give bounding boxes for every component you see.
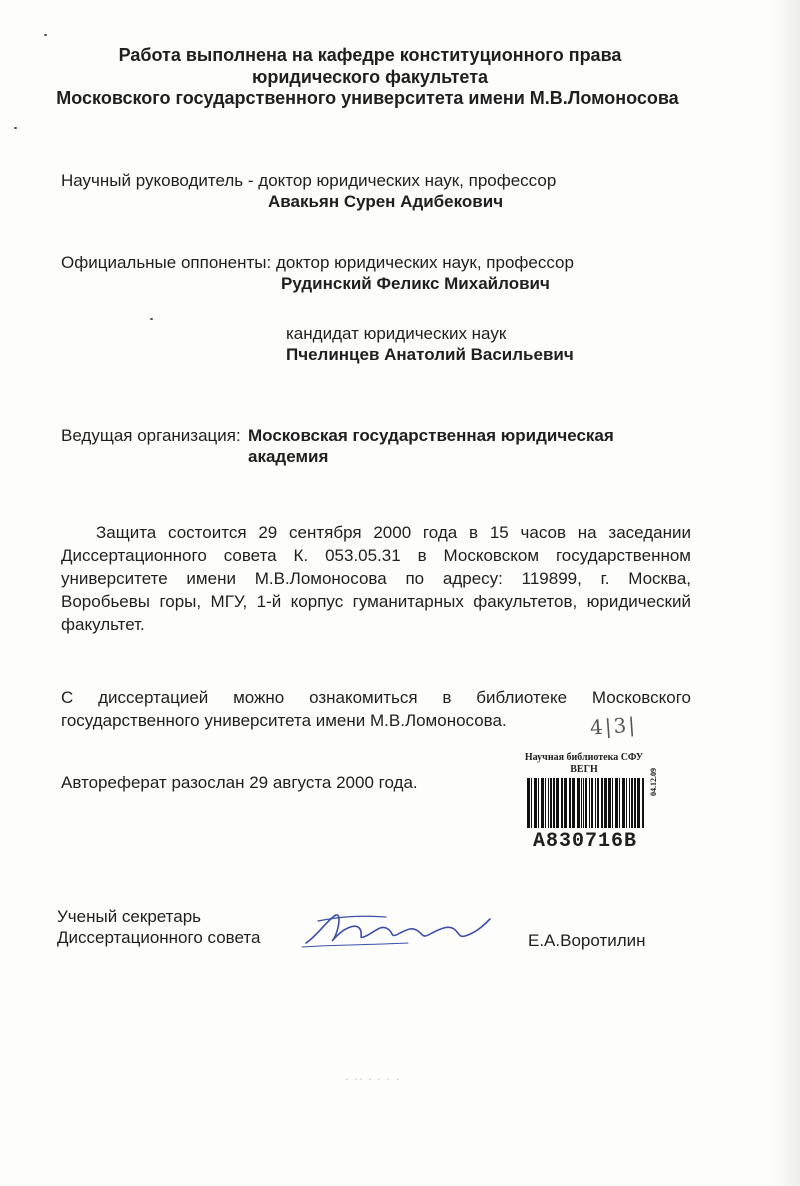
barcode-bar xyxy=(545,778,546,828)
barcode-bar xyxy=(612,778,613,828)
barcode-bar xyxy=(556,778,559,828)
signature-icon xyxy=(298,905,498,955)
barcode-bar xyxy=(572,778,575,828)
barcode-bar xyxy=(615,778,618,828)
barcode-bar xyxy=(531,778,532,828)
handwritten-note: 4|3| xyxy=(589,712,638,740)
defense-row: Воробьевы горы, МГУ, 1-й корпус гуманитарных факультетов, юридический xyxy=(61,592,691,611)
barcode-bar xyxy=(583,778,584,828)
barcode-bar xyxy=(629,778,630,828)
scan-speck xyxy=(14,127,17,129)
defense-row: университете имени М.В.Ломоносова по адресу: 119899, г. Москва, xyxy=(61,569,691,588)
barcode-bar xyxy=(550,778,552,828)
barcode-bar xyxy=(604,778,607,828)
defense-row: Диссертационного совета К. 053.05.31 в Московском государственном xyxy=(61,546,691,565)
secretary-title-line-2: Диссертационного совета xyxy=(57,928,261,947)
stamp-date: 04.12.09 xyxy=(649,768,658,796)
barcode-bar xyxy=(634,778,636,828)
barcode-bar xyxy=(538,778,539,828)
barcode-bar xyxy=(541,778,544,828)
barcode-bar xyxy=(589,778,590,828)
barcode-bar xyxy=(608,778,611,828)
barcode-bar xyxy=(527,778,530,828)
barcode-bar xyxy=(622,778,625,828)
scan-speck xyxy=(150,318,153,320)
barcode-bar xyxy=(601,778,603,828)
barcode-bar xyxy=(548,778,549,828)
barcode-bar xyxy=(569,778,571,828)
header-line-3: Московского государственного университета имени М.В.Ломоносова xyxy=(56,88,679,108)
barcode-bar xyxy=(637,778,640,828)
lead-org-name-line-2: академия xyxy=(248,447,329,466)
header-line-2: юридического факультета xyxy=(251,67,489,87)
scan-edge-shadow xyxy=(772,0,800,1186)
opponents-label: Официальные оппоненты: доктор юридических наук, профессор xyxy=(61,253,574,272)
barcode-number: A830716B xyxy=(533,830,638,853)
library-stamp xyxy=(509,752,659,856)
opponent-2-degree: кандидат юридических наук xyxy=(286,324,507,343)
defense-paragraph xyxy=(61,521,691,636)
barcode-bar xyxy=(534,778,537,828)
scan-speck xyxy=(44,34,47,36)
barcode-bar xyxy=(564,778,567,828)
secretary-title-line-1: Ученый секретарь xyxy=(57,907,202,926)
barcode-bar xyxy=(642,778,644,828)
stamp-title: Научная библиотека СФУ xyxy=(524,752,644,763)
defense-row: факультет. xyxy=(61,615,145,634)
barcode-bar xyxy=(577,778,580,828)
secretary-name: Е.А.Воротилин xyxy=(528,931,646,950)
barcode-bar xyxy=(631,778,633,828)
barcode-bar xyxy=(581,778,582,828)
barcode-bar xyxy=(619,778,620,828)
distributed-date: Автореферат разослан 29 августа 2000 года. xyxy=(61,773,418,792)
faint-show-through: . .. . . . . xyxy=(345,1068,401,1083)
barcode-icon xyxy=(525,778,645,828)
lead-org-label: Ведущая организация: xyxy=(61,426,241,445)
stamp-subtitle: ВЕГН xyxy=(570,764,598,775)
supervisor-label: Научный руководитель - доктор юридических наук, профессор xyxy=(61,171,557,190)
barcode-bar xyxy=(595,778,596,828)
barcode-bar xyxy=(561,778,563,828)
defense-row: Защита состоится 29 сентября 2000 года в 15 часов на заседании xyxy=(96,523,691,542)
library-row: С диссертацией можно ознакомиться в библиотеке Московского xyxy=(61,688,691,707)
barcode-bar xyxy=(553,778,555,828)
barcode-bar xyxy=(591,778,593,828)
barcode-bar xyxy=(626,778,627,828)
opponent-2-name: Пчелинцев Анатолий Васильевич xyxy=(286,345,574,364)
supervisor-name: Авакьян Сурен Адибекович xyxy=(268,192,504,211)
barcode-bar xyxy=(597,778,599,828)
opponent-1-name: Рудинский Феликс Михайлович xyxy=(281,274,550,293)
library-row: государственного университета имени М.В.Ломоносова. xyxy=(61,711,507,730)
barcode-bar xyxy=(585,778,587,828)
header-line-1: Работа выполнена на кафедре конституционного права xyxy=(118,45,622,65)
lead-org-name-line-1: Московская государственная юридическая xyxy=(248,426,614,445)
